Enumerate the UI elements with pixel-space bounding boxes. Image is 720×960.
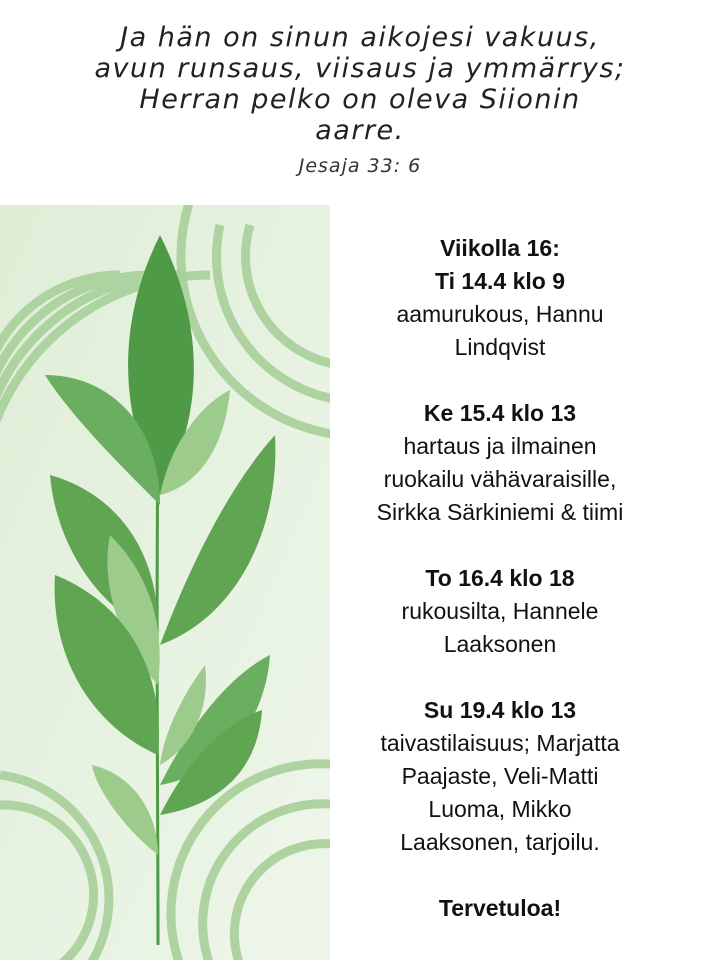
- event-time: Su 19.4 klo 13: [423, 697, 577, 723]
- plant-leaves-icon: [0, 205, 330, 960]
- event-description: hartaus ja ilmainen: [403, 433, 597, 459]
- event-description: Laaksonen, tarjoilu.: [400, 829, 600, 855]
- event-time: Ti 14.4 klo 9: [435, 268, 565, 294]
- event-description: rukousilta, Hannele: [401, 598, 599, 624]
- plant-illustration: [0, 205, 330, 960]
- event-description: Laaksonen: [443, 631, 557, 657]
- verse-line: avun runsaus, viisaus ja ymmärrys;: [94, 53, 626, 84]
- event-description: Paajaste, Veli-Matti: [401, 763, 599, 789]
- event-time: To 16.4 klo 18: [425, 565, 575, 591]
- event-description: aamurukous, Hannu: [396, 301, 604, 327]
- event-item: [345, 397, 655, 529]
- weekly-schedule: [345, 232, 655, 925]
- closing-greeting: Tervetuloa!: [438, 895, 562, 921]
- verse-line: aarre.: [315, 115, 405, 146]
- week-heading: Viikolla 16:: [440, 235, 560, 261]
- event-description: taivastilaisuus; Marjatta: [380, 730, 620, 756]
- event-description: Lindqvist: [454, 334, 546, 360]
- event-time: Ke 15.4 klo 13: [423, 400, 577, 426]
- event-description: Luoma, Mikko: [428, 796, 572, 822]
- event-item: [345, 694, 655, 859]
- event-item: [345, 562, 655, 661]
- verse-line: Ja hän on sinun aikojesi vakuus,: [120, 22, 600, 53]
- event-description: ruokailu vähävaraisille,: [383, 466, 617, 492]
- verse-line: Herran pelko on oleva Siionin: [139, 84, 581, 115]
- bible-verse: [20, 22, 700, 146]
- event-item: [345, 265, 655, 364]
- verse-reference: Jesaja 33: 6: [298, 155, 422, 177]
- event-description: Sirkka Särkiniemi & tiimi: [376, 499, 624, 525]
